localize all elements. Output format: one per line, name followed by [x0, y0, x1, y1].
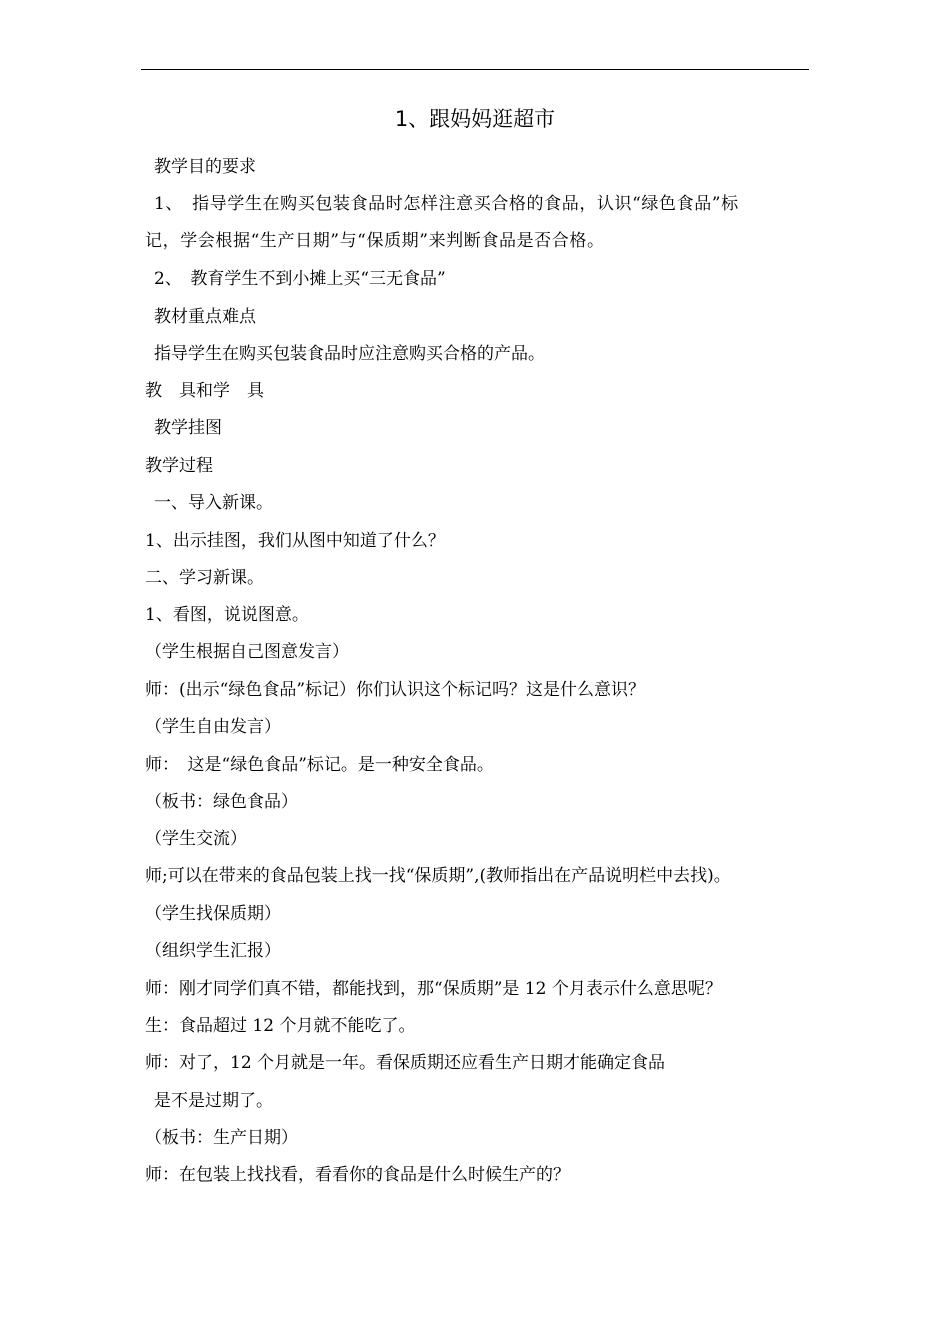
text-line: 一、导入新课。: [154, 493, 273, 513]
text-line: 教学过程: [145, 456, 213, 476]
text-line: （板书：生产日期）: [145, 1128, 298, 1148]
text-line: 教学目的要求: [154, 157, 256, 177]
text-line: 教 具和学 具: [145, 381, 264, 401]
text-line: 1、出示挂图，我们从图中知道了什么？: [145, 531, 445, 551]
text-line: 1、看图，说说图意。: [145, 605, 309, 625]
text-line: 指导学生在购买包装食品时应注意购买合格的产品。: [154, 344, 545, 364]
document-title: 1、跟妈妈逛超市: [394, 107, 556, 131]
text-line: 师：刚才同学们真不错，都能找到，那“保质期”是 12 个月表示什么意思呢？: [145, 979, 722, 999]
text-line: （学生交流）: [145, 829, 247, 849]
text-line: 师：(出示“绿色食品”标记）你们认识这个标记吗？这是什么意识？: [145, 680, 646, 700]
text-line: 1、 指导学生在购买包装食品时怎样注意买合格的食品，认识“绿色食品”标: [154, 194, 739, 214]
text-line: （板书：绿色食品）: [145, 792, 298, 812]
text-line: 生：食品超过 12 个月就不能吃了。: [145, 1016, 416, 1036]
text-line: 是不是过期了。: [154, 1091, 273, 1111]
text-line: （学生根据自己图意发言）: [145, 642, 349, 662]
text-line: 师： 这是“绿色食品”标记。是一种安全食品。: [145, 755, 494, 775]
text-line: （学生自由发言）: [145, 717, 281, 737]
text-line: 师;可以在带来的食品包装上找一找“保质期”,(教师指出在产品说明栏中去找)。: [145, 866, 731, 886]
text-line: 二、学习新课。: [145, 568, 264, 588]
text-line: （学生找保质期）: [145, 904, 281, 924]
text-line: 师：对了，12 个月就是一年。看保质期还应看生产日期才能确定食品: [145, 1053, 666, 1073]
text-line: 2、 教育学生不到小摊上买“三无食品”: [154, 269, 446, 289]
text-line: 师：在包装上找找看，看看你的食品是什么时候生产的？: [145, 1165, 570, 1185]
text-line: 教学挂图: [154, 418, 222, 438]
text-line: 教材重点难点: [154, 307, 256, 327]
text-line: 记，学会根据“生产日期”与“保质期”来判断食品是否合格。: [145, 231, 605, 251]
text-line: （组织学生汇报）: [145, 941, 281, 961]
header-rule: [141, 69, 809, 70]
